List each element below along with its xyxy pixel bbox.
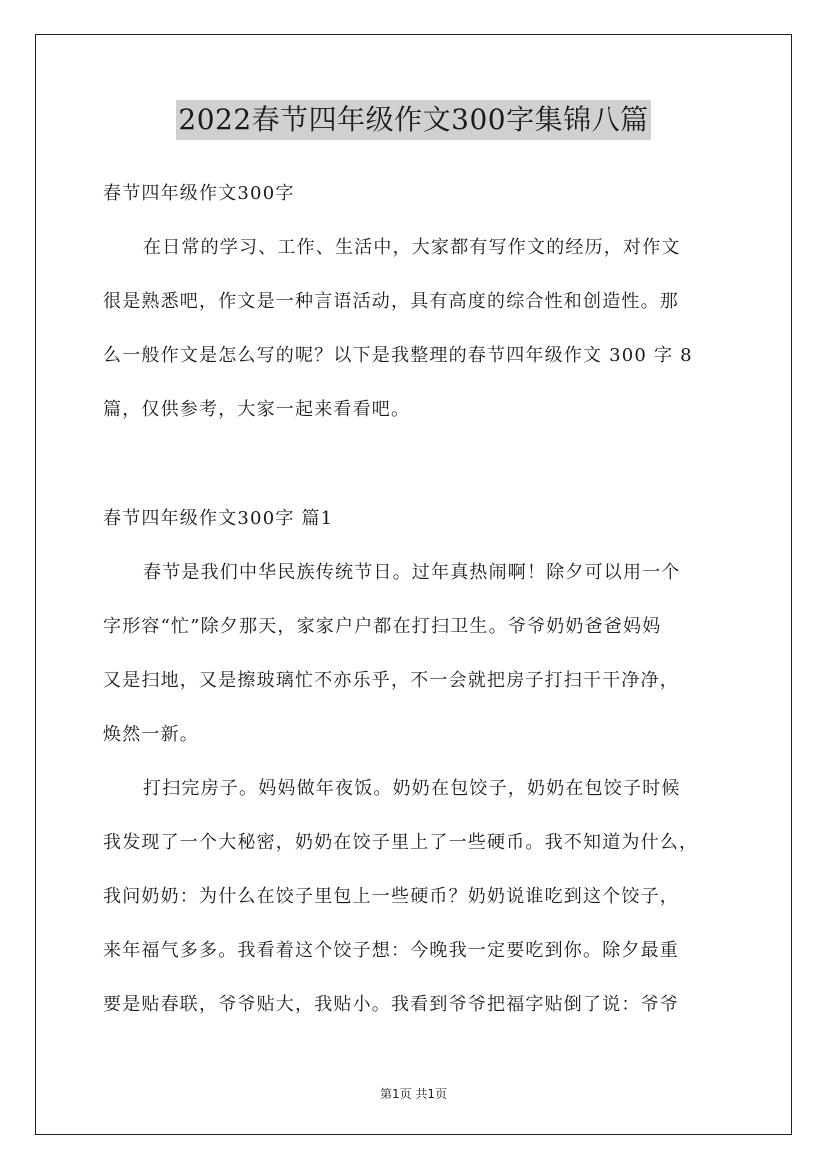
section1-p2-line-4: 来年福气多多。我看着这个饺子想：今晚我一定要吃到你。除夕最重 <box>103 940 679 961</box>
section1-heading: 春节四年级作文300字 篇1 <box>103 508 334 529</box>
section1-p2-line-3: 我问奶奶：为什么在饺子里包上一些硬币？奶奶说谁吃到这个饺子， <box>103 886 679 907</box>
intro-line-4: 篇，仅供参考，大家一起来看看吧。 <box>103 399 411 420</box>
intro-heading: 春节四年级作文300字 <box>103 183 295 204</box>
intro-line-3: 么一般作文是怎么写的呢？以下是我整理的春节四年级作文 300 字 8 <box>103 345 693 366</box>
document-title: 2022春节四年级作文300字集锦八篇 <box>176 100 650 140</box>
section1-p1-line-4: 焕然一新。 <box>103 724 199 745</box>
section1-p1-line-2: 字形容“忙”除夕那天，家家户户都在打扫卫生。爷爷奶奶爸爸妈妈 <box>103 616 662 637</box>
section1-p1-line-3: 又是扫地，又是擦玻璃忙不亦乐乎，不一会就把房子打扫干干净净， <box>103 670 679 691</box>
section1-p2-line-5: 要是贴春联，爷爷贴大，我贴小。我看到爷爷把福字贴倒了说：爷爷 <box>103 994 679 1015</box>
page-footer: 第1页 共1页 <box>379 1087 448 1101</box>
section1-p2-line-1: 打扫完房子。妈妈做年夜饭。奶奶在包饺子，奶奶在包饺子时候 <box>143 778 681 799</box>
section1-p2-line-2: 我发现了一个大秘密，奶奶在饺子里上了一些硬币。我不知道为什么， <box>103 832 699 853</box>
intro-line-1: 在日常的学习、工作、生活中，大家都有写作文的经历，对作文 <box>143 237 681 258</box>
intro-line-2: 很是熟悉吧，作文是一种言语活动，具有高度的综合性和创造性。那 <box>103 291 679 312</box>
title-container <box>0 100 827 140</box>
section1-p1-line-1: 春节是我们中华民族传统节日。过年真热闹啊！除夕可以用一个 <box>143 562 681 583</box>
